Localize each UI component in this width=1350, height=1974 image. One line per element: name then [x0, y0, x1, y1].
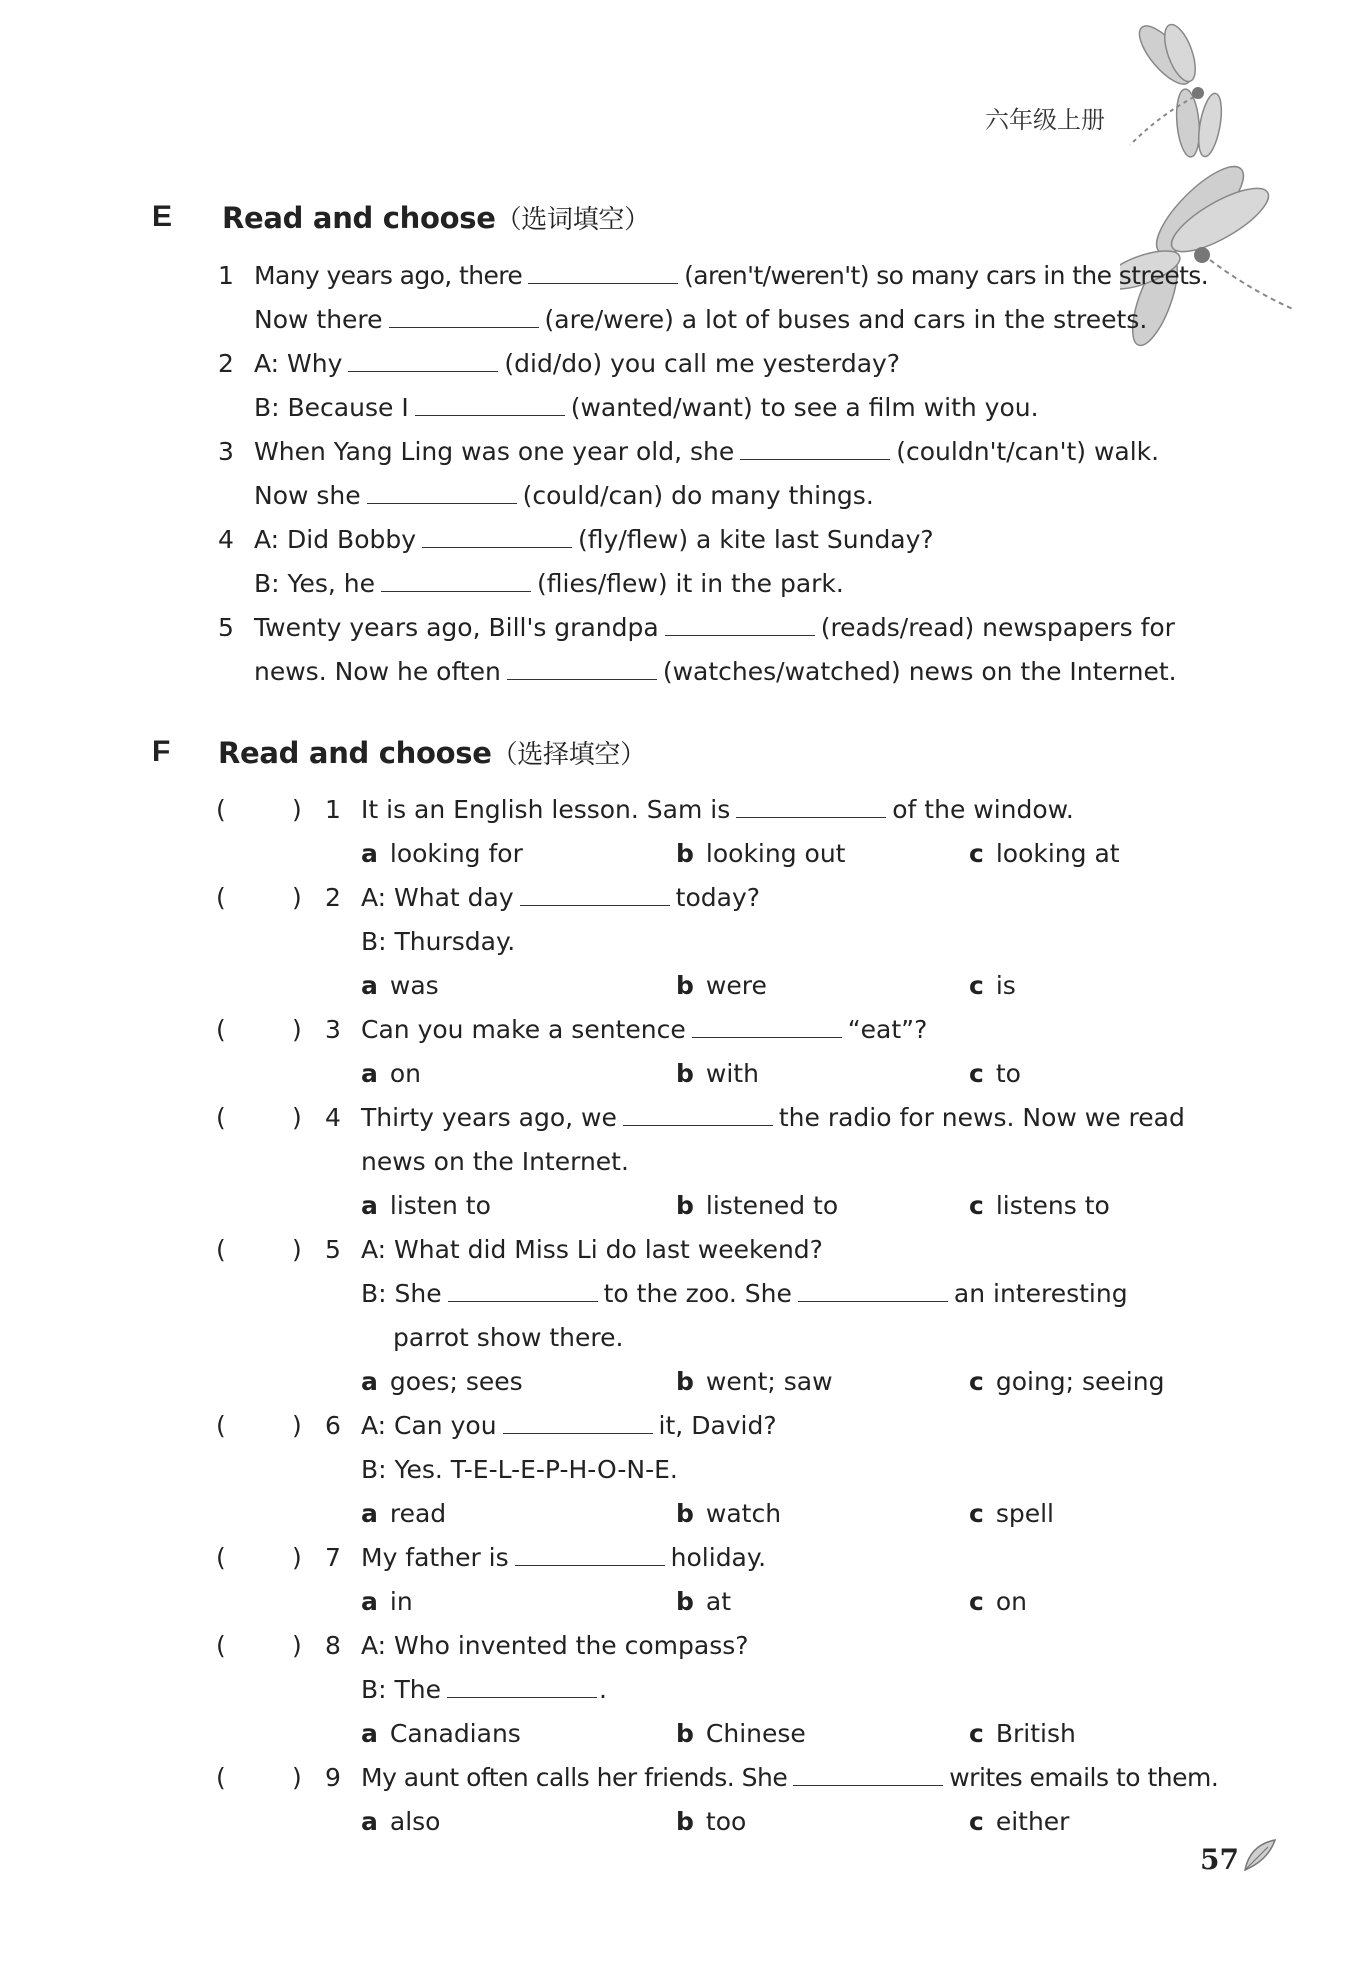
q4-option-a[interactable]: a listen to — [361, 1191, 491, 1220]
e-item-3-blank-2[interactable] — [367, 481, 517, 504]
q1-answer-paren[interactable]: ( ) — [216, 795, 302, 824]
section-f-title-cn: （选择填空） — [491, 740, 646, 770]
section-e-title-cn: （选词填空） — [495, 205, 650, 235]
e-item-2-blank-2[interactable] — [415, 393, 565, 416]
section-e-letter: E — [152, 200, 173, 233]
e-item-1-number: 1 — [218, 261, 234, 290]
q5-option-a[interactable]: a goes; sees — [361, 1367, 523, 1396]
q2-line-2: B: Thursday. — [361, 927, 516, 956]
dragonfly-side-icon — [1120, 150, 1300, 370]
e-item-3-number: 3 — [218, 437, 234, 466]
q6-option-c[interactable]: c spell — [969, 1499, 1054, 1528]
q7-option-b[interactable]: b at — [676, 1587, 732, 1616]
q3-option-a[interactable]: a on — [361, 1059, 422, 1088]
e-item-2-line-1: A: Why (did/do) you call me yesterday? — [254, 349, 901, 378]
q7-answer-paren[interactable]: ( ) — [216, 1543, 302, 1572]
q8-option-a[interactable]: a Canadians — [361, 1719, 521, 1748]
e-item-2-number: 2 — [218, 349, 234, 378]
q9-answer-paren[interactable]: ( ) — [216, 1763, 302, 1792]
section-f-letter: F — [152, 735, 171, 768]
page-number: 57 — [1200, 1843, 1239, 1876]
q7-stem: My father is holiday. — [361, 1543, 767, 1572]
q1-number: 1 — [325, 795, 341, 824]
q5-line-2: B: She to the zoo. She an interesting — [361, 1279, 1128, 1308]
q6-line-2: B: Yes. T-E-L-E-P-H-O-N-E. — [361, 1455, 678, 1484]
leaf-icon — [1240, 1835, 1280, 1875]
q3-answer-paren[interactable]: ( ) — [216, 1015, 302, 1044]
q9-blank[interactable] — [793, 1763, 943, 1786]
q6-option-a[interactable]: a read — [361, 1499, 447, 1528]
e-item-4-line-1: A: Did Bobby (fly/flew) a kite last Sunday? — [254, 525, 934, 554]
q5-answer-paren[interactable]: ( ) — [216, 1235, 302, 1264]
q4-blank[interactable] — [623, 1103, 773, 1126]
e-item-3-line-1: When Yang Ling was one year old, she (couldn't/can't) walk. — [254, 437, 1160, 466]
q5-number: 5 — [325, 1235, 341, 1264]
e-item-5-blank-1[interactable] — [665, 613, 815, 636]
q5-blank-2[interactable] — [798, 1279, 948, 1302]
q7-blank[interactable] — [515, 1543, 665, 1566]
e-item-5-line-1: Twenty years ago, Bill's grandpa (reads/read) newspapers for — [254, 613, 1175, 642]
q7-option-a[interactable]: a in — [361, 1587, 413, 1616]
q7-option-c[interactable]: c on — [969, 1587, 1027, 1616]
q5-stem: A: What did Miss Li do last weekend? — [361, 1235, 823, 1264]
q8-blank[interactable] — [447, 1675, 597, 1698]
q6-option-b[interactable]: b watch — [676, 1499, 782, 1528]
e-item-5-number: 5 — [218, 613, 234, 642]
q9-option-a[interactable]: a also — [361, 1807, 441, 1836]
q5-line-3: parrot show there. — [393, 1323, 624, 1352]
q1-option-a[interactable]: a looking for — [361, 839, 523, 868]
section-e-title — [222, 199, 650, 236]
q2-answer-paren[interactable]: ( ) — [216, 883, 302, 912]
q3-stem: Can you make a sentence “eat”? — [361, 1015, 928, 1044]
q5-blank-1[interactable] — [448, 1279, 598, 1302]
section-f-title — [218, 734, 646, 771]
section-f-title-en: Read and choose — [218, 736, 492, 770]
q4-option-b[interactable]: b listened to — [676, 1191, 839, 1220]
q8-option-b[interactable]: b Chinese — [676, 1719, 806, 1748]
q2-option-c[interactable]: c is — [969, 971, 1016, 1000]
q2-option-b[interactable]: b were — [676, 971, 767, 1000]
q4-option-c[interactable]: c listens to — [969, 1191, 1110, 1220]
q8-answer-paren[interactable]: ( ) — [216, 1631, 302, 1660]
q9-option-b[interactable]: b too — [676, 1807, 747, 1836]
q9-stem: My aunt often calls her friends. She writes emails to them. — [361, 1763, 1219, 1792]
e-item-5-line-2: news. Now he often (watches/watched) news on the Internet. — [254, 657, 1177, 686]
grade-label: 六年级上册 — [985, 106, 1105, 134]
q2-stem: A: What day today? — [361, 883, 761, 912]
q1-blank[interactable] — [736, 795, 886, 818]
q6-answer-paren[interactable]: ( ) — [216, 1411, 302, 1440]
q3-option-b[interactable]: b with — [676, 1059, 759, 1088]
q6-number: 6 — [325, 1411, 341, 1440]
q6-blank[interactable] — [503, 1411, 653, 1434]
q2-option-a[interactable]: a was — [361, 971, 439, 1000]
q2-number: 2 — [325, 883, 341, 912]
q4-stem: Thirty years ago, we the radio for news. Now we read — [361, 1103, 1185, 1132]
q8-option-c[interactable]: c British — [969, 1719, 1076, 1748]
q4-line-2: news on the Internet. — [361, 1147, 629, 1176]
q1-option-b[interactable]: b looking out — [676, 839, 846, 868]
e-item-2-line-2: B: Because I (wanted/want) to see a film with you. — [254, 393, 1039, 422]
q1-option-c[interactable]: c looking at — [969, 839, 1120, 868]
q9-number: 9 — [325, 1763, 341, 1792]
e-item-2-blank-1[interactable] — [348, 349, 498, 372]
q2-blank[interactable] — [520, 883, 670, 906]
section-e-title-en: Read and choose — [222, 201, 496, 235]
e-item-4-number: 4 — [218, 525, 234, 554]
e-item-5-blank-2[interactable] — [507, 657, 657, 680]
q9-option-c[interactable]: c either — [969, 1807, 1070, 1836]
dragonfly-top-icon — [1120, 15, 1240, 165]
q1-stem: It is an English lesson. Sam is of the window. — [361, 795, 1074, 824]
q8-number: 8 — [325, 1631, 341, 1660]
q3-number: 3 — [325, 1015, 341, 1044]
q8-stem: A: Who invented the compass? — [361, 1631, 749, 1660]
e-item-1-blank-2[interactable] — [389, 305, 539, 328]
e-item-4-line-2: B: Yes, he (flies/flew) it in the park. — [254, 569, 844, 598]
q3-option-c[interactable]: c to — [969, 1059, 1021, 1088]
q3-blank[interactable] — [692, 1015, 842, 1038]
q4-answer-paren[interactable]: ( ) — [216, 1103, 302, 1132]
q7-number: 7 — [325, 1543, 341, 1572]
e-item-1-line-1: Many years ago, there (aren't/weren't) so many cars in the streets. — [254, 261, 1209, 290]
e-item-1-line-2: Now there (are/were) a lot of buses and cars in the streets. — [254, 305, 1148, 334]
e-item-1-blank-1[interactable] — [528, 261, 678, 284]
e-item-4-blank-2[interactable] — [381, 569, 531, 592]
q6-stem: A: Can you it, David? — [361, 1411, 777, 1440]
q5-option-b[interactable]: b went; saw — [676, 1367, 833, 1396]
e-item-4-blank-1[interactable] — [422, 525, 572, 548]
q5-option-c[interactable]: c going; seeing — [969, 1367, 1165, 1396]
q4-number: 4 — [325, 1103, 341, 1132]
q8-line-2: B: The . — [361, 1675, 607, 1704]
e-item-3-line-2: Now she (could/can) do many things. — [254, 481, 874, 510]
e-item-3-blank-1[interactable] — [740, 437, 890, 460]
